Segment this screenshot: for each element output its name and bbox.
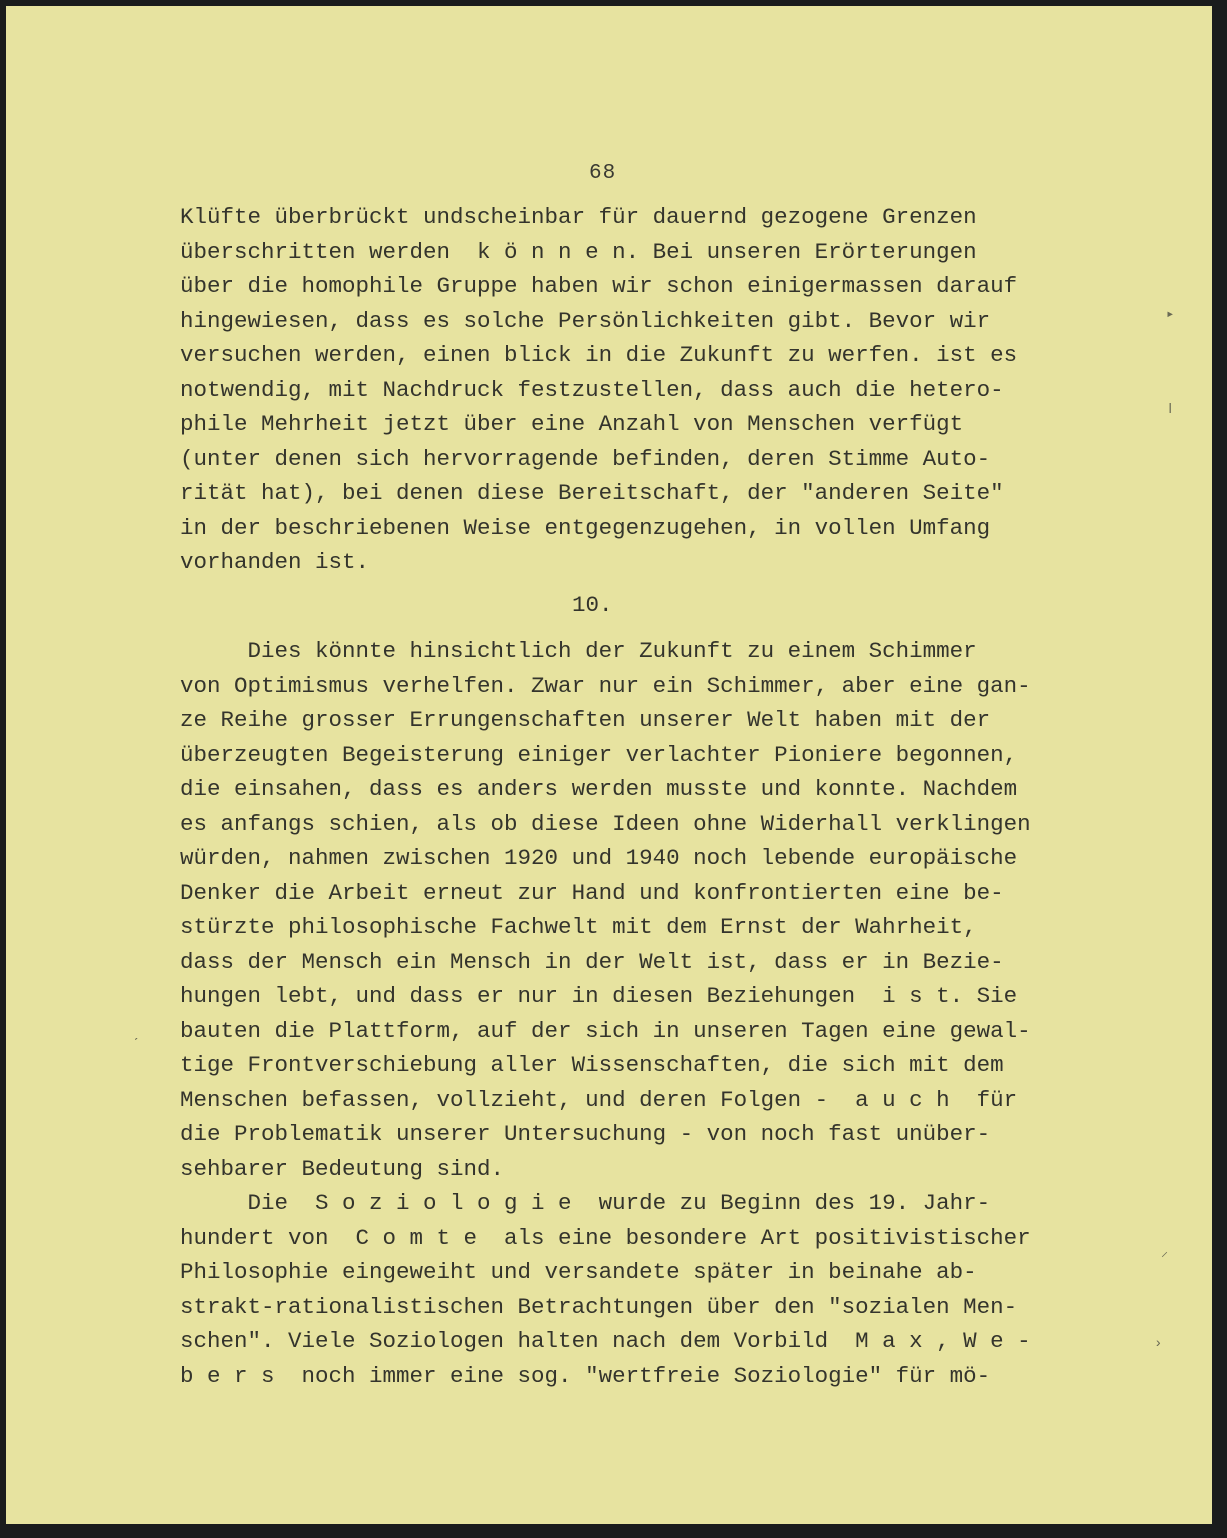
text-line: versuchen werden, einen blick in die Zukunft zu werfen. ist es [180,342,1018,368]
text-line: dass der Mensch ein Mensch in der Welt ist, dass er in Bezie- [180,948,1004,975]
text-line: von Optimismus verhelfen. Zwar nur ein Schimmer, aber eine gan- [180,672,1031,699]
text-line: notwendig, mit Nachdruck festzustellen, dass auch die hetero- [180,376,1004,403]
paragraph-1 [180,200,1060,580]
margin-mark: › [1154,1336,1163,1352]
document-page [6,6,1212,1524]
margin-mark: ǀ [1166,402,1175,418]
text-line: vorhanden ist. [180,549,370,575]
text-line: würden, nahmen zwischen 1920 und 1940 noch lebende europäische [180,845,1018,871]
text-line: Menschen befassen, vollzieht, und deren Folgen - a u c h für [180,1086,1018,1113]
text-line: überzeugten Begeisterung einiger verlachter Pioniere begonnen, [180,741,1018,768]
text-line: die einsahen, dass es anders werden musste und konnte. Nachdem [180,776,1018,802]
text-line: rität hat), bei denen diese Bereitschaft, der "anderen Seite" [180,480,1004,506]
text-line: Dies könnte hinsichtlich der Zukunft zu einem Schimmer [180,638,977,664]
text-line: in der beschriebenen Weise entgegenzugehen, in vollen Umfang [180,514,991,541]
paragraph-2 [180,634,1060,1393]
text-line: hundert von C o m t e als eine besondere Art positivistischer [180,1224,1031,1251]
text-line: phile Mehrheit jetzt über eine Anzahl von Menschen verfügt [180,411,964,437]
text-line: bauten die Plattform, auf der sich in unseren Tagen eine gewal- [180,1017,1031,1044]
text-line: b e r s noch immer eine sog. "wertfreie Soziologie" für mö- [180,1362,991,1389]
text-line: stürzte philosophische Fachwelt mit dem Ernst der Wahrheit, [180,914,977,940]
section-number: 10. [572,592,613,618]
text-line: hungen lebt, und dass er nur in diesen Beziehungen i s t. Sie [180,983,1018,1009]
text-line: Die S o z i o l o g i e wurde zu Beginn des 19. Jahr- [180,1190,991,1216]
text-line: tige Frontverschiebung aller Wissenschaften, die sich mit dem [180,1052,1004,1078]
text-line: (unter denen sich hervorragende befinden, deren Stimme Auto- [180,445,991,472]
margin-mark: ˏ [132,1026,141,1042]
page-number: 68 [589,162,617,185]
text-line: ze Reihe grosser Errungenschaften unserer Welt haben mit der [180,707,991,733]
margin-mark: ⸝ [1161,1245,1168,1261]
text-line: strakt-rationalistischen Betrachtungen über den "sozialen Men- [180,1293,1018,1320]
text-line: sehbarer Bedeutung sind. [180,1155,505,1182]
text-line: hingewiesen, dass es solche Persönlichkeiten gibt. Bevor wir [180,307,991,334]
text-line: über die homophile Gruppe haben wir schon einigermassen darauf [180,273,1018,299]
text-line: überschritten werden k ö n n e n. Bei unseren Erörterungen [180,238,977,265]
text-line: Klüfte überbrückt undscheinbar für dauernd gezogene Grenzen [180,204,977,230]
text-line: Philosophie eingeweiht und versandete später in beinahe ab- [180,1259,977,1285]
text-line: Denker die Arbeit erneut zur Hand und konfrontierten eine be- [180,879,1004,906]
text-line: die Problematik unserer Untersuchung - von noch fast unüber- [180,1121,991,1147]
text-line: es anfangs schien, als ob diese Ideen ohne Widerhall verklingen [180,810,1031,837]
text-line: schen". Viele Soziologen halten nach dem Vorbild M a x , W e - [180,1328,1031,1354]
margin-mark: ▸ [1166,307,1175,323]
